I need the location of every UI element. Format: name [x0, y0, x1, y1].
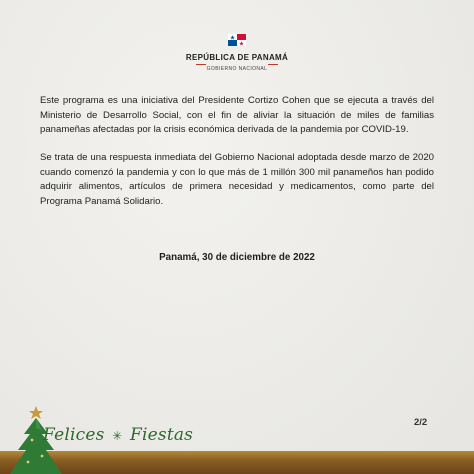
paragraph-2: Se trata de una respuesta inmediata del Gobierno Nacional adoptada desde marzo de 2020 cuando comenzó la pandemia y con lo que más de 1 millón 300 mil panameños han podido adquirir alimentos, artículos de primera necesidad y medicamentos, como parte del Programa Panamá Solidario.: [40, 152, 434, 207]
greeting-word-2: Fiestas: [130, 425, 194, 445]
brand-title: REPÚBLICA DE PANAMÁ: [185, 53, 289, 62]
panama-flag-icon: [228, 34, 246, 46]
footer-gold-bar: [0, 451, 474, 474]
dateline: Panamá, 30 de diciembre de 2022: [159, 252, 315, 263]
greeting-text: [43, 425, 193, 445]
greeting-star-icon: ✳: [112, 429, 123, 443]
brand-subtitle: GOBIERNO NACIONAL: [206, 66, 268, 72]
page-indicator: 2/2: [414, 417, 428, 428]
brand-divider-left: [196, 64, 206, 65]
greeting-word-1: Felices: [43, 425, 105, 445]
paragraph-1: Este programa es una iniciativa del Presidente Cortizo Cohen que se ejecuta a través del Ministerio de Desarrollo Social, con el fin de aliviar la situación de miles de familias panameñas afectadas por la crisis económica derivada de la pandemia por COVID-19.: [40, 95, 434, 136]
brand-divider-right: [268, 64, 278, 65]
